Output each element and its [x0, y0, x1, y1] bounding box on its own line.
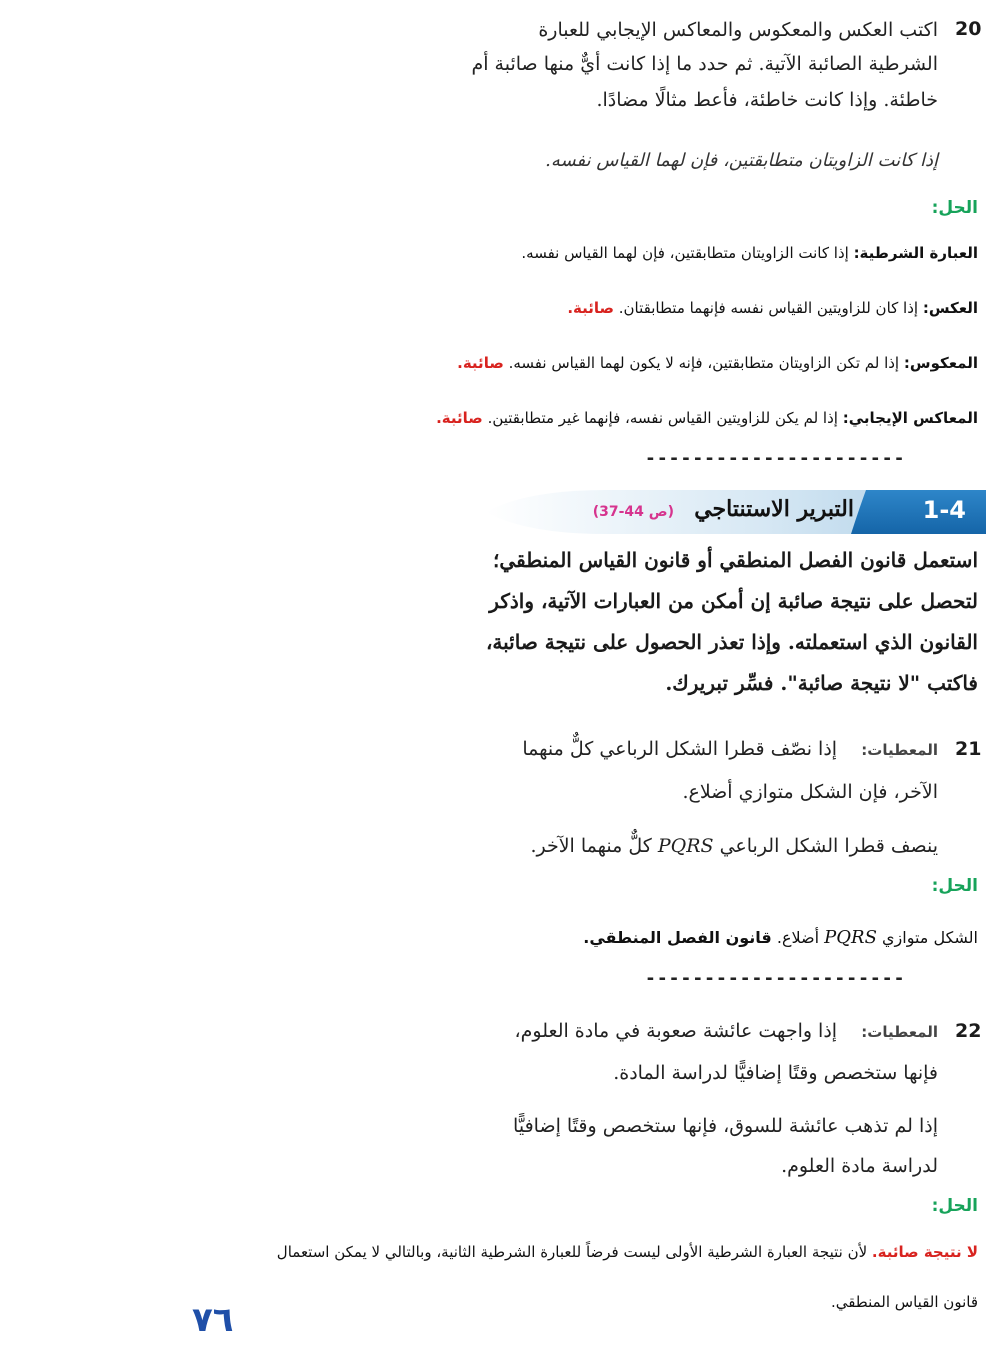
instruction-line-4: فاكتب "لا نتيجة صائبة". فسِّر تبريرك.	[665, 671, 978, 695]
answer-text: أضلاع.	[771, 928, 825, 947]
given-label: المعطيات:	[861, 741, 938, 759]
answer-contrapositive	[18, 406, 978, 430]
question-20-line-2: الشرطية الصائبة الآتية. ثم حدد ما إذا كانت أيٌّ منها صائبة أم	[471, 53, 938, 75]
question-22-line-4: لدراسة مادة العلوم.	[781, 1155, 938, 1177]
page-number: ٧٦	[192, 1300, 234, 1340]
answer-22	[18, 1240, 978, 1264]
question-21-line-3	[530, 830, 938, 862]
instructions	[238, 540, 978, 704]
verdict-no-conclusion: لا نتيجة صائبة.	[871, 1243, 978, 1261]
question-21-line-1	[522, 733, 938, 766]
question-20-line-1: اكتب العكس والمعكوس والمعاكس الإيجابي للعبارة	[538, 19, 938, 41]
instruction-line-1: استعمل قانون الفصل المنطقي أو قانون القياس المنطقي؛	[493, 548, 978, 572]
answer-label: العبارة الشرطية:	[853, 244, 978, 262]
question-number-22: 22	[955, 1020, 982, 1042]
variable-pqrs: PQRS	[657, 835, 714, 857]
answer-21	[583, 926, 978, 950]
divider: ----------------------	[645, 448, 906, 469]
answer-conditional	[18, 241, 978, 265]
variable-pqrs: PQRS	[824, 927, 877, 948]
answer-text: لأن نتيجة العبارة الشرطية الأولى ليست فرضاً للعبارة الشرطية الثانية، وبالتالي لا يمكن استعمال	[276, 1243, 872, 1261]
question-22-line-2: فإنها ستخصص وقتًا إضافيًّا لدراسة المادة.	[613, 1062, 938, 1084]
verdict-true: صائبة.	[436, 409, 483, 427]
given-text: ينصف قطرا الشكل الرباعي	[713, 835, 938, 857]
answer-22-line-2: قانون القياس المنطقي.	[830, 1293, 978, 1311]
answer-label: المعكوس:	[903, 354, 978, 372]
given-text: كلٌّ منهما الآخر.	[530, 835, 658, 857]
lesson-header	[486, 486, 986, 538]
question-20-text	[318, 14, 938, 116]
answer-label: العكس:	[922, 299, 978, 317]
question-number-21: 21	[955, 738, 982, 760]
question-number-20: 20	[955, 18, 982, 40]
question-22-line-1	[515, 1015, 938, 1048]
instruction-line-2: لتحصل على نتيجة صائبة إن أمكن من العبارات الآتية، واذكر	[489, 589, 978, 613]
answer-converse	[18, 296, 978, 320]
question-21-line-2: الآخر، فإن الشكل متوازي أضلاع.	[682, 781, 938, 803]
instruction-line-3: القانون الذي استعملته. وإذا تعذر الحصول على نتيجة صائبة،	[485, 630, 978, 654]
lesson-title: التبرير الاستنتاجي	[694, 496, 854, 522]
solution-label-20: الحل:	[931, 198, 978, 218]
given-text: إذا نصّف قطرا الشكل الرباعي كلٌّ منهما	[522, 738, 838, 760]
divider: ----------------------	[645, 968, 906, 989]
question-20-line-3: خاطئة. وإذا كانت خاطئة، فأعط مثالًا مضادًا.	[596, 89, 938, 111]
answer-label: المعاكس الإيجابي:	[842, 409, 978, 427]
verdict-true: صائبة.	[457, 354, 504, 372]
given-label: المعطيات:	[861, 1023, 938, 1041]
answer-text: إذا كانت الزاويتان متطابقتين، فإن لهما القياس نفسه.	[521, 244, 854, 262]
given-text: إذا واجهت عائشة صعوبة في مادة العلوم،	[514, 1020, 838, 1042]
answer-text: إذا لم يكن للزاويتين القياس نفسه، فإنهما غير متطابقتين.	[482, 409, 843, 427]
verdict-true: صائبة.	[567, 299, 614, 317]
question-20-statement: إذا كانت الزاويتان متطابقتين، فإن لهما القياس نفسه.	[545, 150, 938, 171]
answer-law: قانون الفصل المنطقي.	[583, 928, 772, 947]
answer-text: إذا كان للزاويتين القياس نفسه فإنهما متطابقتان.	[614, 299, 923, 317]
solution-label-21: الحل:	[931, 876, 978, 896]
answer-inverse	[18, 351, 978, 375]
answer-text: إذا لم تكن الزاويتان متطابقتين، فإنه لا يكون لهما القياس نفسه.	[503, 354, 904, 372]
lesson-pages: (ص 44-37)	[592, 504, 674, 520]
answer-text: الشكل متوازي	[876, 928, 978, 947]
question-22-line-3: إذا لم تذهب عائشة للسوق، فإنها ستخصص وقتًا إضافيًّا	[513, 1115, 938, 1137]
solution-label-22: الحل:	[931, 1196, 978, 1216]
lesson-code: 1-4	[922, 496, 966, 524]
